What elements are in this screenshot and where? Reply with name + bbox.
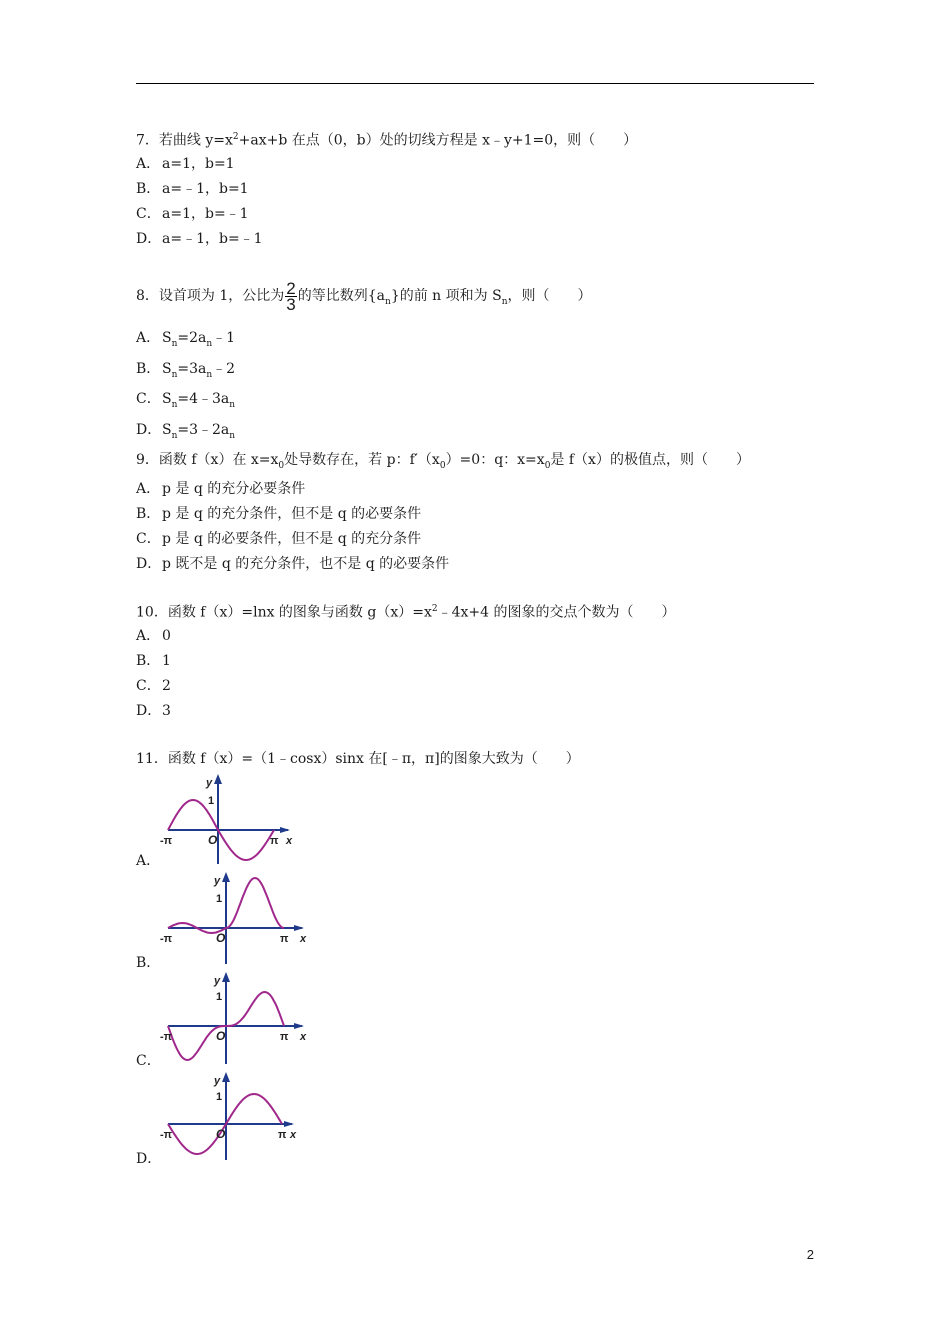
y-label: y <box>214 875 221 887</box>
option-11a: A． y 1 -π π O x <box>136 772 436 872</box>
y-axis-arrow <box>222 1072 230 1082</box>
tick-label-one: 1 <box>216 893 223 905</box>
y-label: y <box>214 975 221 987</box>
question-8-stem: 8．设首项为 1，公比为 $\frac{2}{3}$ 的等比数列$\{a_n\}$的前 n 项和为 $S_n$，则（ ） <box>136 278 592 314</box>
y-label: y <box>206 777 213 789</box>
y-axis-arrow <box>222 872 230 882</box>
option-9c: C．p 是 q 的必要条件，但不是 q 的充分条件 <box>136 530 422 547</box>
tick-label-one: 1 <box>216 991 223 1003</box>
graph-a <box>156 772 336 868</box>
option-7a: A． a=1，b=1 <box>136 155 235 172</box>
question-10-stem: 10．函数 f（x）=lnx 的图象与函数 $g(x)=x^2﹣4x+4$ 的图象的交点个数为（ ） <box>136 604 676 621</box>
fraction: $\frac{2}{3}$ <box>286 278 296 314</box>
option-8b: B． $S_n=3a_n﹣2$ <box>136 360 236 380</box>
question-10 <box>136 598 816 724</box>
x-axis-arrow <box>284 1121 294 1127</box>
option-7d: D．a=﹣1，b=﹣1 <box>136 230 263 247</box>
origin-label: O <box>216 1029 226 1043</box>
question-7 <box>136 126 816 252</box>
origin-label: O <box>208 833 218 847</box>
x-label: x <box>300 933 307 945</box>
page-number: 2 <box>806 1247 814 1262</box>
graph-c <box>156 968 336 1068</box>
x-axis-arrow <box>294 925 304 931</box>
option-10b: B． 1 <box>136 652 171 669</box>
question-9 <box>136 449 816 577</box>
tick-label-neg-pi: -π <box>160 933 173 945</box>
option-9b: B． p 是 q 的充分条件，但不是 q 的必要条件 <box>136 505 422 522</box>
y-axis-arrow <box>222 972 230 982</box>
tick-label-pi: π <box>270 835 279 847</box>
option-8c: C．$S_n=4﹣3a_n$ <box>136 391 236 411</box>
x-axis-arrow <box>280 827 290 833</box>
question-7-stem: 7．若曲线 $y=x^2+ax+b$ 在点（0，b）处的切线方程是 x﹣y+1=0，则（ ） <box>136 132 638 149</box>
option-11b: B． y 1 -π π O x <box>136 868 436 968</box>
option-7b: B． a=﹣1，b=1 <box>136 180 249 197</box>
option-10a: A． 0 <box>136 627 171 644</box>
question-11 <box>136 748 816 770</box>
x-label: x <box>300 1031 307 1043</box>
option-9a: A． p 是 q 的充分必要条件 <box>136 480 306 497</box>
tick-label-pi: π <box>278 1129 287 1141</box>
option-7c: C．a=1，b=﹣1 <box>136 205 249 222</box>
option-11d: D． y 1 -π π O x <box>136 1068 436 1168</box>
question-11-stem: 11．函数 f（x）=（1﹣cosx）sinx 在[﹣π，π]的图象大致为（ ） <box>136 751 580 767</box>
tick-label-neg-pi: -π <box>160 835 173 847</box>
tick-label-one: 1 <box>208 795 215 807</box>
y-label: y <box>214 1075 221 1087</box>
x-label: x <box>286 835 293 847</box>
option-9d: D．p 既不是 q 的充分条件，也不是 q 的必要条件 <box>136 555 450 572</box>
origin-label: O <box>216 931 226 945</box>
option-10d: D．3 <box>136 702 171 719</box>
question-8 <box>136 278 816 449</box>
tick-label-one: 1 <box>216 1091 223 1103</box>
option-11c: C． y 1 -π π O x <box>136 968 436 1068</box>
question-9-stem: 9．函数 f（x）在 $x=x_0$处导数存在，若 p：$f'(x_0)=0$：q：$x=x_0$是 f（x）的极值点，则（ ） <box>136 452 750 471</box>
tick-label-pi: π <box>280 1031 289 1043</box>
x-label: x <box>290 1129 297 1141</box>
tick-label-pi: π <box>280 933 289 945</box>
graph-b <box>156 868 336 968</box>
option-8a: A． $S_n=2a_n﹣1$ <box>136 329 236 349</box>
x-axis-arrow <box>294 1023 304 1029</box>
graph-d <box>156 1068 336 1164</box>
option-10c: C．2 <box>136 677 171 694</box>
header-rule <box>136 83 814 84</box>
origin-label: O <box>216 1127 226 1141</box>
option-8d: D．$S_n=3﹣2a_n$ <box>136 422 236 441</box>
tick-label-neg-pi: -π <box>160 1129 173 1141</box>
y-axis-arrow <box>214 774 222 784</box>
tick-label-neg-pi: -π <box>160 1031 173 1043</box>
